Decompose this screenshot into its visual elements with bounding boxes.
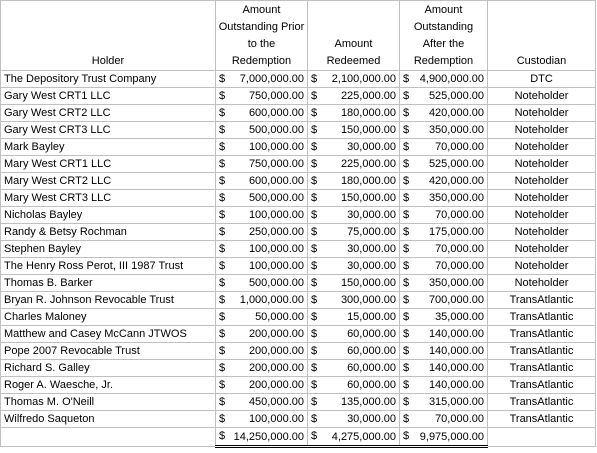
after-amount-cell-value: 420,000.00	[428, 107, 484, 119]
redeemed-amount-cell	[308, 105, 400, 122]
redeemed-amount-cell-value: 60,000.00	[347, 328, 396, 340]
prior-amount-cell	[216, 377, 308, 394]
currency-symbol: $	[219, 294, 226, 306]
prior-amount-cell-value: 750,000.00	[248, 158, 304, 170]
holder-cell: Mary West CRT2 LLC	[1, 173, 216, 190]
after-amount-cell-value: 70,000.00	[435, 209, 484, 221]
redeemed-amount-cell	[308, 258, 400, 275]
currency-symbol: $	[219, 311, 226, 323]
after-amount-cell-value: 175,000.00	[428, 226, 484, 238]
prior-amount-cell	[216, 343, 308, 360]
table-row	[1, 190, 596, 207]
table-row	[1, 71, 596, 88]
currency-symbol: $	[403, 379, 410, 391]
holder-cell: Roger A. Waesche, Jr.	[1, 377, 216, 394]
redeemed-amount-cell	[308, 309, 400, 326]
custodian-cell: TransAtlantic	[488, 343, 596, 360]
after-amount-cell-value: 350,000.00	[428, 277, 484, 289]
currency-symbol: $	[311, 124, 318, 136]
redeemed-amount-cell-value: 30,000.00	[347, 209, 396, 221]
currency-symbol: $	[219, 209, 226, 221]
prior-amount-cell-value: 100,000.00	[248, 413, 304, 425]
after-amount-cell-value: 70,000.00	[435, 243, 484, 255]
prior-amount-cell	[216, 258, 308, 275]
prior-amount-cell	[216, 105, 308, 122]
currency-symbol: $	[219, 379, 226, 391]
prior-amount-cell-value: 200,000.00	[248, 345, 304, 357]
redeemed-amount-cell-value: 2,100,000.00	[331, 73, 396, 85]
holder-cell: Thomas B. Barker	[1, 275, 216, 292]
currency-symbol: $	[403, 124, 410, 136]
table-row	[1, 241, 596, 258]
redeemed-amount-cell-value: 75,000.00	[347, 226, 396, 238]
after-amount-cell	[400, 360, 488, 377]
prior-amount-cell	[216, 88, 308, 105]
after-amount-cell	[400, 241, 488, 258]
custodian-cell: Noteholder	[488, 224, 596, 241]
total-redeemed	[308, 428, 400, 447]
currency-symbol: $	[219, 328, 226, 340]
after-amount-cell	[400, 139, 488, 156]
prior-amount-cell-value: 1,000,000.00	[239, 294, 304, 306]
after-amount-cell	[400, 207, 488, 224]
currency-symbol: $	[219, 192, 226, 204]
prior-amount-cell	[216, 122, 308, 139]
currency-symbol: $	[219, 413, 226, 425]
currency-symbol: $	[311, 141, 318, 153]
redeemed-amount-cell-value: 30,000.00	[347, 141, 396, 153]
currency-symbol: $	[311, 328, 318, 340]
redeemed-amount-cell-value: 180,000.00	[340, 107, 396, 119]
after-amount-cell-value: 315,000.00	[428, 396, 484, 408]
after-amount-cell-value: 525,000.00	[428, 90, 484, 102]
redeemed-amount-cell-value: 135,000.00	[340, 396, 396, 408]
redeemed-amount-cell-value: 15,000.00	[347, 311, 396, 323]
currency-symbol: $	[403, 158, 410, 170]
currency-symbol: $	[311, 107, 318, 119]
table-row	[1, 139, 596, 156]
redeemed-amount-cell	[308, 343, 400, 360]
custodian-cell: TransAtlantic	[488, 377, 596, 394]
currency-symbol: $	[219, 107, 226, 119]
prior-amount-cell	[216, 275, 308, 292]
prior-amount-cell	[216, 173, 308, 190]
currency-symbol: $	[403, 209, 410, 221]
after-amount-cell	[400, 377, 488, 394]
currency-symbol: $	[403, 413, 410, 425]
after-amount-cell-value: 35,000.00	[435, 311, 484, 323]
prior-amount-cell-value: 200,000.00	[248, 379, 304, 391]
custodian-cell: Noteholder	[488, 207, 596, 224]
currency-symbol: $	[219, 430, 226, 442]
custodian-cell: Noteholder	[488, 173, 596, 190]
currency-symbol: $	[403, 141, 410, 153]
custodian-cell: DTC	[488, 71, 596, 88]
table-row	[1, 292, 596, 309]
header-after: Amount Outstanding After the Redemption	[400, 1, 488, 71]
table-row	[1, 394, 596, 411]
currency-symbol: $	[219, 90, 226, 102]
currency-symbol: $	[403, 294, 410, 306]
redeemed-amount-cell-value: 60,000.00	[347, 362, 396, 374]
redeemed-amount-cell	[308, 275, 400, 292]
holder-cell: Matthew and Casey McCann JTWOS	[1, 326, 216, 343]
prior-amount-cell-value: 600,000.00	[248, 107, 304, 119]
redeemed-amount-cell-value: 30,000.00	[347, 260, 396, 272]
currency-symbol: $	[311, 226, 318, 238]
after-amount-cell	[400, 122, 488, 139]
currency-symbol: $	[403, 226, 410, 238]
prior-amount-cell	[216, 241, 308, 258]
table-row	[1, 258, 596, 275]
prior-amount-cell-value: 450,000.00	[248, 396, 304, 408]
after-amount-cell	[400, 156, 488, 173]
custodian-cell: Noteholder	[488, 241, 596, 258]
prior-amount-cell	[216, 326, 308, 343]
table-row	[1, 309, 596, 326]
after-amount-cell	[400, 224, 488, 241]
table-row	[1, 377, 596, 394]
table-row	[1, 207, 596, 224]
holder-cell: The Henry Ross Perot, III 1987 Trust	[1, 258, 216, 275]
prior-amount-cell	[216, 71, 308, 88]
currency-symbol: $	[403, 107, 410, 119]
redeemed-amount-cell-value: 150,000.00	[340, 277, 396, 289]
currency-symbol: $	[403, 175, 410, 187]
after-amount-cell-value: 140,000.00	[428, 345, 484, 357]
after-amount-cell-value: 140,000.00	[428, 362, 484, 374]
holder-cell: Mary West CRT1 LLC	[1, 156, 216, 173]
prior-amount-cell	[216, 309, 308, 326]
holder-cell: Mark Bayley	[1, 139, 216, 156]
redeemed-amount-cell	[308, 411, 400, 428]
redeemed-amount-cell-value: 60,000.00	[347, 345, 396, 357]
prior-amount-cell	[216, 207, 308, 224]
currency-symbol: $	[311, 362, 318, 374]
holder-cell: Mary West CRT3 LLC	[1, 190, 216, 207]
holder-cell: Gary West CRT2 LLC	[1, 105, 216, 122]
currency-symbol: $	[403, 192, 410, 204]
table-row	[1, 156, 596, 173]
after-amount-cell-value: 525,000.00	[428, 158, 484, 170]
currency-symbol: $	[311, 311, 318, 323]
prior-amount-cell	[216, 224, 308, 241]
custodian-cell: Noteholder	[488, 258, 596, 275]
currency-symbol: $	[219, 158, 226, 170]
prior-amount-cell-value: 250,000.00	[248, 226, 304, 238]
currency-symbol: $	[219, 175, 226, 187]
prior-amount-cell	[216, 156, 308, 173]
redeemed-amount-cell-value: 60,000.00	[347, 379, 396, 391]
table-row	[1, 173, 596, 190]
redeemed-amount-cell	[308, 394, 400, 411]
currency-symbol: $	[403, 277, 410, 289]
custodian-cell: Noteholder	[488, 156, 596, 173]
currency-symbol: $	[219, 243, 226, 255]
currency-symbol: $	[311, 90, 318, 102]
custodian-cell: Noteholder	[488, 122, 596, 139]
currency-symbol: $	[311, 243, 318, 255]
currency-symbol: $	[311, 192, 318, 204]
currency-symbol: $	[403, 430, 410, 442]
total-prior-value: 14,250,000.00	[233, 430, 304, 443]
redeemed-amount-cell	[308, 71, 400, 88]
custodian-cell: Noteholder	[488, 88, 596, 105]
holder-cell: Stephen Bayley	[1, 241, 216, 258]
after-amount-cell	[400, 394, 488, 411]
redeemed-amount-cell-value: 150,000.00	[340, 124, 396, 136]
after-amount-cell	[400, 343, 488, 360]
custodian-cell: Noteholder	[488, 275, 596, 292]
prior-amount-cell-value: 7,000,000.00	[239, 73, 304, 85]
redeemed-amount-cell	[308, 207, 400, 224]
custodian-cell: TransAtlantic	[488, 309, 596, 326]
custodian-cell: TransAtlantic	[488, 292, 596, 309]
table-row	[1, 122, 596, 139]
currency-symbol: $	[311, 209, 318, 221]
redeemed-amount-cell	[308, 377, 400, 394]
currency-symbol: $	[403, 396, 410, 408]
currency-symbol: $	[403, 260, 410, 272]
redeemed-amount-cell	[308, 292, 400, 309]
holder-cell: The Depository Trust Company	[1, 71, 216, 88]
after-amount-cell	[400, 411, 488, 428]
currency-symbol: $	[219, 141, 226, 153]
after-amount-cell-value: 4,900,000.00	[419, 73, 484, 85]
currency-symbol: $	[403, 90, 410, 102]
holder-cell: Gary West CRT1 LLC	[1, 88, 216, 105]
holder-cell: Bryan R. Johnson Revocable Trust	[1, 292, 216, 309]
after-amount-cell	[400, 173, 488, 190]
after-amount-cell-value: 70,000.00	[435, 141, 484, 153]
custodian-cell: TransAtlantic	[488, 411, 596, 428]
currency-symbol: $	[219, 226, 226, 238]
after-amount-cell	[400, 258, 488, 275]
holder-cell: Richard S. Galley	[1, 360, 216, 377]
prior-amount-cell-value: 500,000.00	[248, 124, 304, 136]
custodian-cell: Noteholder	[488, 139, 596, 156]
currency-symbol: $	[311, 277, 318, 289]
currency-symbol: $	[403, 243, 410, 255]
currency-symbol: $	[219, 124, 226, 136]
currency-symbol: $	[311, 396, 318, 408]
table-row	[1, 88, 596, 105]
currency-symbol: $	[311, 379, 318, 391]
currency-symbol: $	[311, 430, 318, 442]
after-amount-cell-value: 140,000.00	[428, 379, 484, 391]
redeemed-amount-cell	[308, 122, 400, 139]
redeemed-amount-cell	[308, 173, 400, 190]
after-amount-cell-value: 70,000.00	[435, 413, 484, 425]
custodian-cell: TransAtlantic	[488, 326, 596, 343]
redeemed-amount-cell-value: 180,000.00	[340, 175, 396, 187]
prior-amount-cell-value: 500,000.00	[248, 277, 304, 289]
prior-amount-cell	[216, 394, 308, 411]
currency-symbol: $	[219, 345, 226, 357]
after-amount-cell	[400, 292, 488, 309]
currency-symbol: $	[311, 294, 318, 306]
holder-cell: Wilfredo Saqueton	[1, 411, 216, 428]
total-prior	[216, 428, 308, 447]
table-row	[1, 360, 596, 377]
currency-symbol: $	[311, 158, 318, 170]
custodian-cell: Noteholder	[488, 105, 596, 122]
after-amount-cell	[400, 190, 488, 207]
currency-symbol: $	[403, 311, 410, 323]
redeemed-amount-cell	[308, 326, 400, 343]
redeemed-amount-cell	[308, 88, 400, 105]
prior-amount-cell-value: 500,000.00	[248, 192, 304, 204]
total-redeemed-value: 4,275,000.00	[331, 430, 396, 443]
after-amount-cell	[400, 309, 488, 326]
prior-amount-cell-value: 200,000.00	[248, 328, 304, 340]
prior-amount-cell-value: 100,000.00	[248, 209, 304, 221]
redeemed-amount-cell	[308, 139, 400, 156]
custodian-cell: TransAtlantic	[488, 360, 596, 377]
table-row	[1, 411, 596, 428]
prior-amount-cell-value: 750,000.00	[248, 90, 304, 102]
currency-symbol: $	[403, 345, 410, 357]
holder-cell: Gary West CRT3 LLC	[1, 122, 216, 139]
redeemed-amount-cell-value: 225,000.00	[340, 90, 396, 102]
currency-symbol: $	[219, 73, 226, 85]
currency-symbol: $	[311, 345, 318, 357]
currency-symbol: $	[219, 260, 226, 272]
currency-symbol: $	[311, 260, 318, 272]
holder-cell: Charles Maloney	[1, 309, 216, 326]
prior-amount-cell-value: 600,000.00	[248, 175, 304, 187]
prior-amount-cell-value: 100,000.00	[248, 243, 304, 255]
redeemed-amount-cell	[308, 224, 400, 241]
after-amount-cell	[400, 105, 488, 122]
currency-symbol: $	[403, 328, 410, 340]
total-custodian-cell	[488, 428, 596, 447]
holder-cell: Pope 2007 Revocable Trust	[1, 343, 216, 360]
currency-symbol: $	[311, 73, 318, 85]
header-prior: Amount Outstanding Prior to the Redemption	[216, 1, 308, 71]
currency-symbol: $	[403, 362, 410, 374]
redeemed-amount-cell-value: 150,000.00	[340, 192, 396, 204]
after-amount-cell-value: 700,000.00	[428, 294, 484, 306]
prior-amount-cell-value: 100,000.00	[248, 260, 304, 272]
after-amount-cell-value: 420,000.00	[428, 175, 484, 187]
redeemed-amount-cell-value: 300,000.00	[340, 294, 396, 306]
after-amount-cell	[400, 88, 488, 105]
table-row	[1, 224, 596, 241]
table-row	[1, 275, 596, 292]
after-amount-cell-value: 350,000.00	[428, 192, 484, 204]
holder-cell: Randy & Betsy Rochman	[1, 224, 216, 241]
after-amount-cell	[400, 71, 488, 88]
currency-symbol: $	[219, 396, 226, 408]
after-amount-cell-value: 140,000.00	[428, 328, 484, 340]
prior-amount-cell	[216, 411, 308, 428]
currency-symbol: $	[219, 277, 226, 289]
table-row	[1, 343, 596, 360]
total-after	[400, 428, 488, 447]
redeemed-amount-cell	[308, 360, 400, 377]
prior-amount-cell	[216, 292, 308, 309]
custodian-cell: TransAtlantic	[488, 394, 596, 411]
prior-amount-cell	[216, 190, 308, 207]
header-custodian: Custodian	[488, 1, 596, 71]
redeemed-amount-cell-value: 30,000.00	[347, 413, 396, 425]
currency-symbol: $	[219, 362, 226, 374]
table-body	[1, 71, 596, 428]
prior-amount-cell	[216, 360, 308, 377]
holder-cell: Thomas M. O'Neill	[1, 394, 216, 411]
total-after-value: 9,975,000.00	[419, 430, 484, 443]
total-row	[1, 428, 596, 447]
holder-cell: Nicholas Bayley	[1, 207, 216, 224]
redeemed-amount-cell-value: 225,000.00	[340, 158, 396, 170]
after-amount-cell-value: 70,000.00	[435, 260, 484, 272]
prior-amount-cell	[216, 139, 308, 156]
redeemed-amount-cell	[308, 190, 400, 207]
header-holder: Holder	[1, 1, 216, 71]
prior-amount-cell-value: 200,000.00	[248, 362, 304, 374]
header-row	[1, 1, 596, 71]
after-amount-cell	[400, 275, 488, 292]
after-amount-cell	[400, 326, 488, 343]
currency-symbol: $	[403, 73, 410, 85]
table-row	[1, 105, 596, 122]
total-label-cell	[1, 428, 216, 447]
after-amount-cell-value: 350,000.00	[428, 124, 484, 136]
header-redeemed: Amount Redeemed	[308, 1, 400, 71]
currency-symbol: $	[311, 413, 318, 425]
table-row	[1, 326, 596, 343]
prior-amount-cell-value: 50,000.00	[255, 311, 304, 323]
redeemed-amount-cell-value: 30,000.00	[347, 243, 396, 255]
currency-symbol: $	[311, 175, 318, 187]
redeemed-amount-cell	[308, 241, 400, 258]
prior-amount-cell-value: 100,000.00	[248, 141, 304, 153]
redeemed-amount-cell	[308, 156, 400, 173]
custodian-cell: Noteholder	[488, 190, 596, 207]
